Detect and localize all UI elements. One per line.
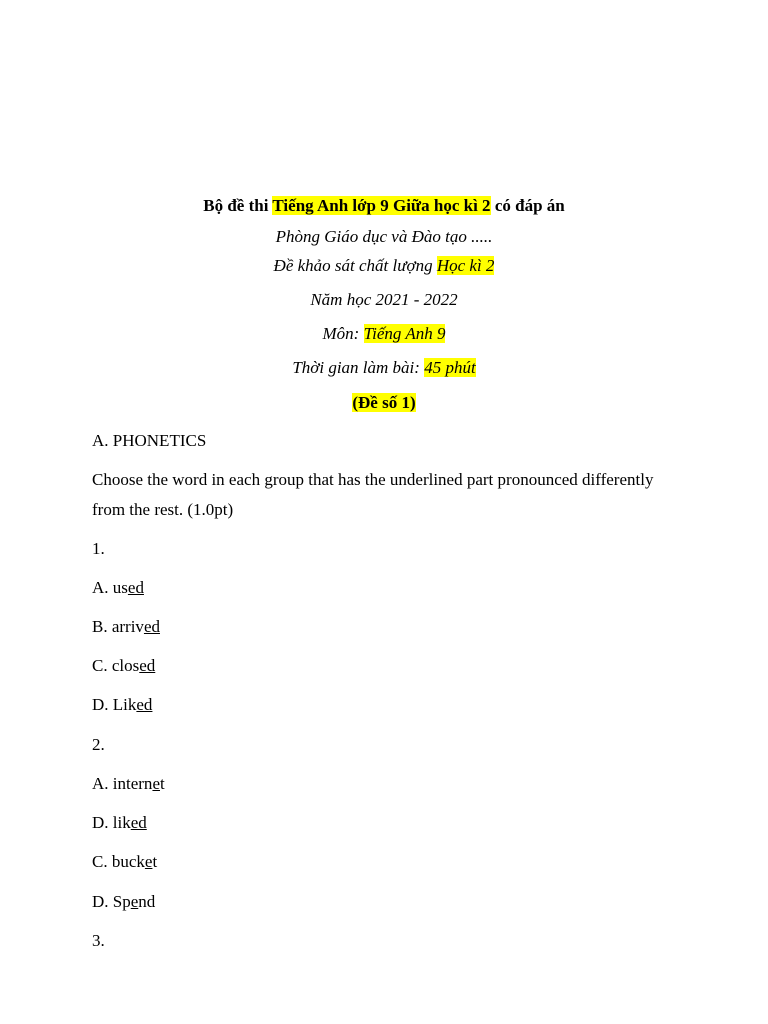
question-number: 3.: [92, 931, 105, 950]
title-part1: Bộ đề thi: [203, 196, 273, 215]
option-underlined-part: e: [152, 774, 160, 793]
answer-option: [92, 851, 157, 873]
option-underlined-part: ed: [127, 578, 144, 597]
option-text: D. Sp: [92, 892, 131, 911]
option-text: B. arriv: [92, 617, 144, 636]
time-prefix: Thời gian làm bài:: [292, 358, 425, 377]
answer-option: [92, 891, 155, 913]
option-text-after: nd: [138, 892, 156, 911]
answer-option: [92, 616, 160, 638]
option-text-after: t: [159, 774, 165, 793]
office-line: Phòng Giáo dục và Đào tạo .....: [275, 227, 493, 246]
survey-prefix: Đề khảo sát chất lượng: [273, 256, 437, 275]
subject-highlight: Tiếng Anh 9: [363, 324, 446, 343]
option-underlined-part: e: [144, 852, 153, 871]
instruction-line-1: Choose the word in each group that has the underlined part pronounced differently: [92, 470, 654, 489]
option-text: C. buck: [92, 852, 145, 871]
answer-option: [92, 577, 144, 599]
time-highlight: 45 phút: [424, 358, 476, 377]
option-text: A. intern: [92, 774, 153, 793]
survey-line: [0, 255, 768, 277]
option-underlined-part: ed: [139, 656, 156, 675]
option-text: D. Lik: [92, 695, 137, 714]
exam-number: (Đề số 1): [352, 393, 416, 412]
option-text: A. us: [92, 578, 128, 597]
title-highlight: Tiếng Anh lớp 9 Giữa học kì 2: [272, 196, 491, 215]
title-part2: có đáp án: [490, 196, 565, 215]
question-number: 1.: [92, 539, 105, 558]
answer-option: [92, 694, 152, 716]
instruction-line-2: from the rest. (1.0pt): [92, 500, 234, 519]
subject-prefix: Môn:: [322, 324, 364, 343]
survey-highlight: Học kì 2: [436, 256, 495, 275]
school-year: Năm học 2021 - 2022: [310, 290, 458, 309]
option-underlined-part: ed: [136, 695, 153, 714]
question-number: 2.: [92, 735, 105, 754]
answer-option: [92, 655, 155, 677]
option-underlined-part: ed: [143, 617, 160, 636]
answer-option: [92, 812, 147, 834]
subject-line: [0, 323, 768, 345]
option-text: D. lik: [92, 813, 131, 832]
exam-number-line: [0, 392, 768, 414]
option-underlined-part: e: [130, 892, 139, 911]
option-text: C. clos: [92, 656, 140, 675]
document-title: [0, 195, 768, 217]
time-line: [0, 357, 768, 379]
option-underlined-part: ed: [130, 813, 147, 832]
answer-option: [92, 773, 165, 795]
option-text-after: t: [152, 852, 158, 871]
section-title: A. PHONETICS: [92, 431, 207, 450]
